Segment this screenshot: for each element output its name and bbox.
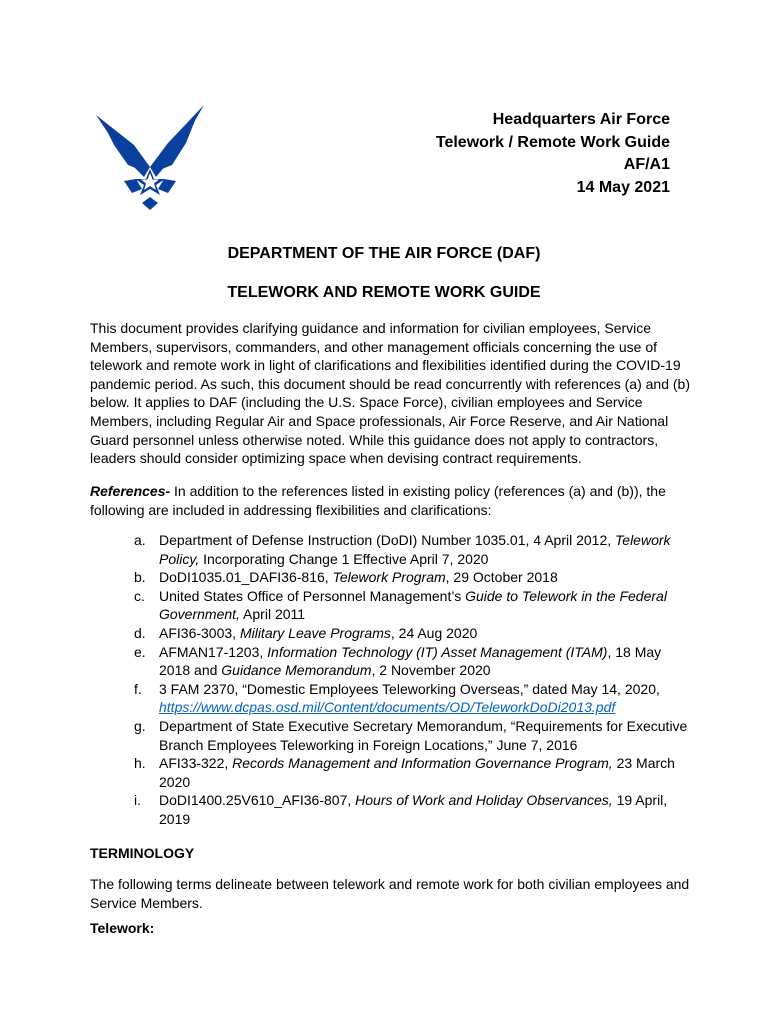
list-item: d. AFI36-3003, Military Leave Programs, 24 Aug 2020: [134, 624, 478, 641]
list-item: g. Department of State Executive Secretary Memorandum, “Requirements for Executive Branch Employees Teleworking in Foreign Locations,” June 7, 2016: [134, 717, 688, 753]
references-list: [90, 531, 690, 829]
header-guide-name: Telework / Remote Work Guide: [435, 133, 670, 151]
terminology-paragraph: The following terms delineate between telework and remote work for both civilian employees and Service Members.: [90, 876, 690, 911]
references-label: References-: [90, 483, 171, 499]
list-item: h. AFI33-322, Records Management and Information Governance Program, 23 March 2020: [134, 755, 675, 790]
list-item: f. 3 FAM 2370, “Domestic Employees Teleworking Overseas,” dated May 14, 2020, https://www.dcpas.osd.mil/Content/documents/OD/TeleworkDoDi2013.pdf: [134, 680, 660, 716]
header-office: AF/A1: [623, 156, 670, 173]
references-paragraph: [90, 482, 690, 519]
references-intro-text: In addition to the references listed in existing policy (references (a) and (b)), the following are included in addressing flexibilities and clarifications:: [90, 483, 666, 518]
document-header: [436, 109, 670, 199]
terminology-heading: TERMINOLOGY: [90, 845, 195, 861]
telework-heading: Telework:: [90, 920, 155, 936]
teleworkdodi-link[interactable]: https://www.dcpas.osd.mil/Content/documents/OD/TeleworkDoDi2013.pdf: [159, 699, 616, 716]
document-title: DEPARTMENT OF THE AIR FORCE (DAF): [227, 245, 541, 262]
header-date: 14 May 2021: [576, 178, 670, 196]
list-item: a. Department of Defense Instruction (DoDI) Number 1035.01, 4 April 2012, Telework Policy, Incorporating Change 1 Effective April 7, 2020: [134, 532, 671, 567]
intro-paragraph: This document provides clarifying guidance and information for civilian employees, Service Members, supervisors, commanders, and other management officials concerning the use of telework and remote work in light of clarifications and flexibilities identified during the COVID-19 pandemic period. As such, this document should be read concurrently with references (a) and (b) below. It applies to DAF (including the U.S. Space Force), civilian employees and Service Members, including Regular Air and Space professionals, Air Force Reserve, and Air National Guard personnel unless otherwise noted. While this guidance does not apply to contractors, leaders should consider optimizing space when devising contract requirements.: [90, 320, 690, 467]
list-item: i. DoDI1400.25V610_AFI36-807, Hours of Work and Holiday Observances, 19 April, 2019: [134, 792, 668, 827]
list-item: c. United States Office of Personnel Management’s Guide to Telework in the Federal Government, April 2011: [134, 587, 667, 623]
document-subtitle: TELEWORK AND REMOTE WORK GUIDE: [227, 284, 541, 301]
list-item: b. DoDI1035.01_DAFI36-816, Telework Program, 29 October 2018: [134, 569, 558, 586]
header-organization: Headquarters Air Force: [492, 111, 670, 128]
air-force-wings-logo: [94, 103, 206, 211]
list-item: e. AFMAN17-1203, Information Technology (IT) Asset Management (ITAM), 18 May 2018 and Guidance Memorandum, 2 November 2020: [134, 643, 662, 679]
